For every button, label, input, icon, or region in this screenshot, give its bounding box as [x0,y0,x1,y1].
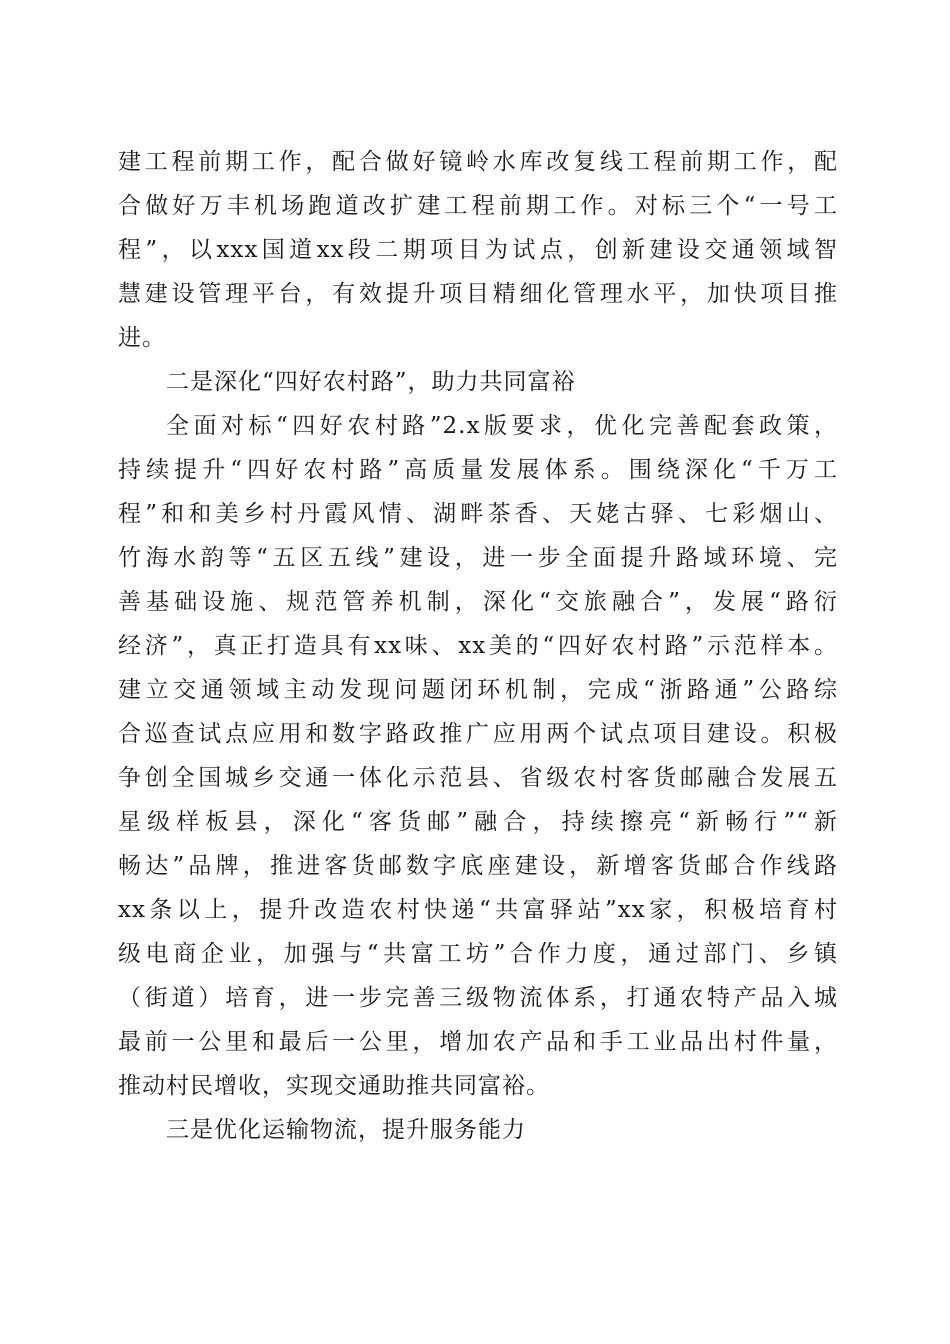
text-line: （街道）培育，进一步完善三级物流体系，打通农特产品入城 [118,985,838,1011]
text-line: 建工程前期工作，配合做好镜岭水库改复线工程前期工作，配 [118,149,838,175]
text-line: 建立交通领域主动发现问题闭环机制，完成“浙路通”公路综 [118,677,838,703]
text-line: 合做好万丰机场跑道改扩建工程前期工作。对标三个“一号工 [118,193,838,219]
text-line: 慧建设管理平台，有效提升项目精细化管理水平，加快项目推 [118,281,838,307]
text-line: 畅达”品牌，推进客货邮数字底座建设，新增客货邮合作线路 [118,853,838,879]
text-line: 合巡查试点应用和数字路政推广应用两个试点项目建设。积极 [118,721,838,747]
text-line: 推动村民增收，实现交通助推共同富裕。 [118,1073,550,1099]
text-line: 进。 [118,325,166,351]
text-line: 最前一公里和最后一公里，增加农产品和手工业品出村件量， [118,1029,838,1055]
text-line: 竹海水韵等“五区五线”建设，进一步全面提升路域环境、完 [118,545,838,571]
text-line: 全面对标“四好农村路”2.x版要求，优化完善配套政策， [166,413,838,439]
text-line: 善基础设施、规范管养机制，深化“交旅融合”，发展“路衍 [118,589,838,615]
text-line: 持续提升“四好农村路”高质量发展体系。围绕深化“千万工 [118,457,838,483]
text-line: 经济”，真正打造具有xx味、xx美的“四好农村路”示范样本。 [118,633,838,659]
text-line: 级电商企业，加强与“共富工坊”合作力度，通过部门、乡镇 [118,941,838,967]
section-heading: 二是深化“四好农村路”，助力共同富裕 [166,369,576,395]
section-heading: 三是优化运输物流，提升服务能力 [166,1117,526,1143]
text-line: 争创全国城乡交通一体化示范县、省级农村客货邮融合发展五 [118,765,838,791]
text-line: xx条以上，提升改造农村快递“共富驿站”xx家，积极培育村 [118,897,838,923]
text-line: 星级样板县，深化“客货邮”融合，持续擦亮“新畅行”“新 [118,809,838,835]
text-line: 程”和和美乡村丹霞风情、湖畔茶香、天姥古驿、七彩烟山、 [118,501,838,527]
text-line: 程”，以xxx国道xx段二期项目为试点，创新建设交通领域智 [118,237,838,263]
